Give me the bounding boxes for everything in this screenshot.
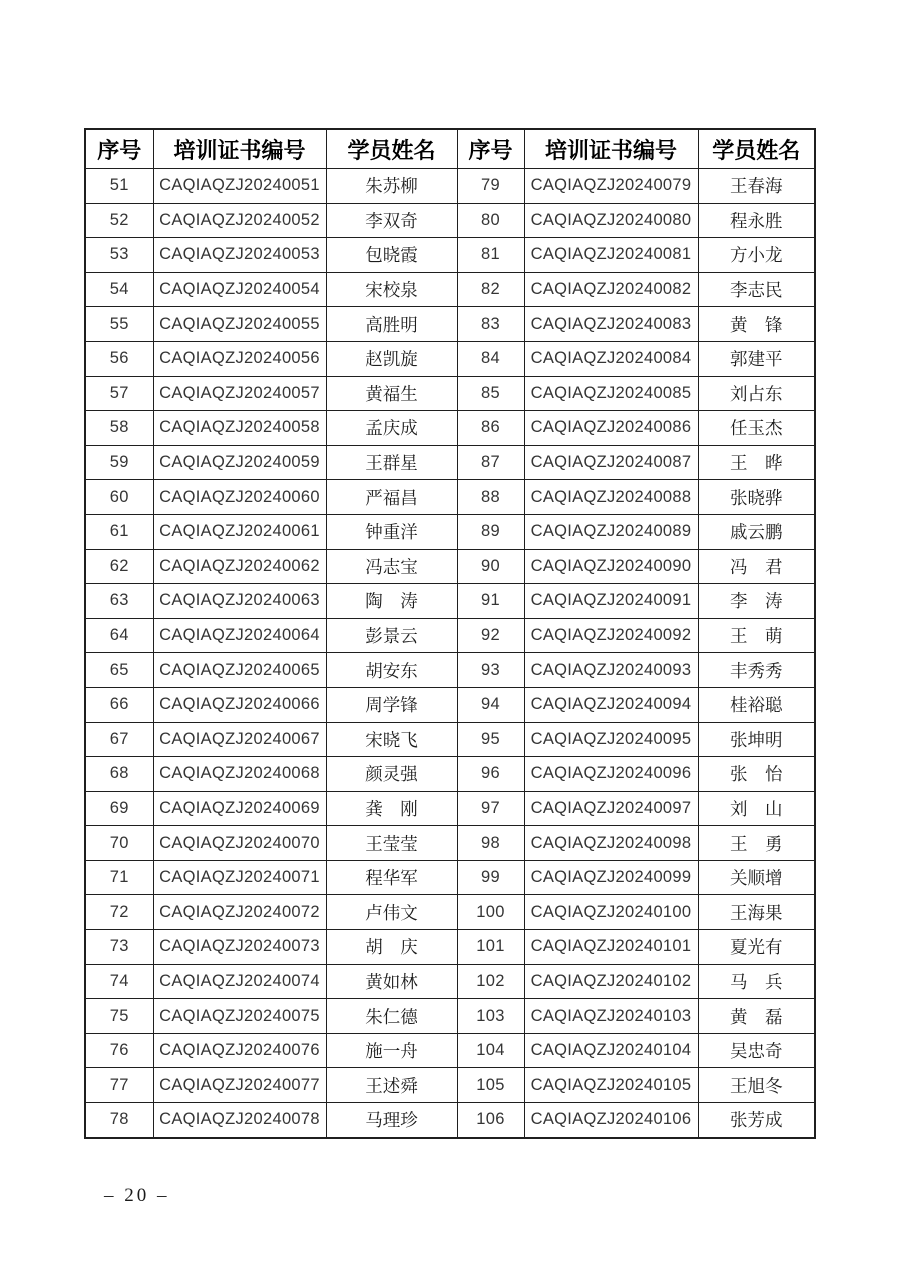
student-name-cell-right: 郭建平 — [698, 341, 815, 376]
certificate-number-cell-right: CAQIAQZJ20240095 — [524, 722, 698, 757]
student-name-cell-left: 陶 涛 — [326, 584, 457, 619]
serial-number-cell-right: 79 — [457, 169, 524, 204]
serial-number-cell-right: 84 — [457, 341, 524, 376]
serial-number-cell-right: 96 — [457, 757, 524, 792]
table-row — [85, 1033, 815, 1068]
certificate-number-cell-left: CAQIAQZJ20240067 — [153, 722, 326, 757]
student-name-cell-left: 黄如林 — [326, 964, 457, 999]
certificate-number-cell-left: CAQIAQZJ20240068 — [153, 757, 326, 792]
serial-number-cell-right: 106 — [457, 1103, 524, 1138]
serial-number-cell-left: 68 — [85, 757, 153, 792]
serial-number-cell-left: 77 — [85, 1068, 153, 1103]
student-name-cell-left: 高胜明 — [326, 307, 457, 342]
certificate-number-cell-left: CAQIAQZJ20240071 — [153, 860, 326, 895]
student-name-cell-left: 包晓霞 — [326, 238, 457, 273]
serial-number-cell-left: 67 — [85, 722, 153, 757]
student-name-cell-left: 孟庆成 — [326, 411, 457, 446]
student-name-cell-right: 戚云鹏 — [698, 514, 815, 549]
table-row — [85, 757, 815, 792]
header-serial-number-left: 序号 — [85, 129, 153, 169]
certificate-number-cell-right: CAQIAQZJ20240084 — [524, 341, 698, 376]
certificate-number-cell-left: CAQIAQZJ20240076 — [153, 1033, 326, 1068]
student-name-cell-right: 任玉杰 — [698, 411, 815, 446]
certificate-number-cell-left: CAQIAQZJ20240064 — [153, 618, 326, 653]
serial-number-cell-right: 82 — [457, 272, 524, 307]
serial-number-cell-right: 93 — [457, 653, 524, 688]
student-name-cell-right: 吴忠奇 — [698, 1033, 815, 1068]
table-row — [85, 826, 815, 861]
certificate-number-cell-left: CAQIAQZJ20240059 — [153, 445, 326, 480]
certificate-number-cell-left: CAQIAQZJ20240060 — [153, 480, 326, 515]
certificate-number-cell-right: CAQIAQZJ20240089 — [524, 514, 698, 549]
student-name-cell-right: 黄 锋 — [698, 307, 815, 342]
table-row — [85, 238, 815, 273]
trainee-certificate-table — [84, 128, 816, 1139]
certificate-number-cell-left: CAQIAQZJ20240077 — [153, 1068, 326, 1103]
table-row — [85, 618, 815, 653]
serial-number-cell-left: 51 — [85, 169, 153, 204]
certificate-number-cell-left: CAQIAQZJ20240053 — [153, 238, 326, 273]
certificate-number-cell-right: CAQIAQZJ20240088 — [524, 480, 698, 515]
certificate-number-cell-left: CAQIAQZJ20240063 — [153, 584, 326, 619]
serial-number-cell-right: 83 — [457, 307, 524, 342]
table-row — [85, 480, 815, 515]
certificate-number-cell-right: CAQIAQZJ20240098 — [524, 826, 698, 861]
table-row — [85, 169, 815, 204]
serial-number-cell-right: 90 — [457, 549, 524, 584]
student-name-cell-left: 卢伟文 — [326, 895, 457, 930]
certificate-number-cell-right: CAQIAQZJ20240079 — [524, 169, 698, 204]
certificate-number-cell-left: CAQIAQZJ20240078 — [153, 1103, 326, 1138]
certificate-number-cell-left: CAQIAQZJ20240054 — [153, 272, 326, 307]
table-row — [85, 341, 815, 376]
serial-number-cell-left: 53 — [85, 238, 153, 273]
certificate-number-cell-right: CAQIAQZJ20240091 — [524, 584, 698, 619]
student-name-cell-right: 张芳成 — [698, 1103, 815, 1138]
serial-number-cell-right: 103 — [457, 999, 524, 1034]
student-name-cell-right: 王海果 — [698, 895, 815, 930]
certificate-number-cell-left: CAQIAQZJ20240058 — [153, 411, 326, 446]
student-name-cell-left: 赵凯旋 — [326, 341, 457, 376]
serial-number-cell-right: 100 — [457, 895, 524, 930]
certificate-number-cell-right: CAQIAQZJ20240102 — [524, 964, 698, 999]
certificate-number-cell-right: CAQIAQZJ20240080 — [524, 203, 698, 238]
serial-number-cell-left: 56 — [85, 341, 153, 376]
serial-number-cell-left: 58 — [85, 411, 153, 446]
table-row — [85, 272, 815, 307]
student-name-cell-right: 张晓骅 — [698, 480, 815, 515]
student-name-cell-right: 王 萌 — [698, 618, 815, 653]
student-name-cell-right: 黄 磊 — [698, 999, 815, 1034]
serial-number-cell-right: 105 — [457, 1068, 524, 1103]
student-name-cell-left: 王述舜 — [326, 1068, 457, 1103]
student-name-cell-left: 施一舟 — [326, 1033, 457, 1068]
student-name-cell-left: 李双奇 — [326, 203, 457, 238]
student-name-cell-right: 王旭冬 — [698, 1068, 815, 1103]
serial-number-cell-left: 63 — [85, 584, 153, 619]
student-name-cell-right: 桂裕聪 — [698, 687, 815, 722]
table-row — [85, 930, 815, 965]
certificate-number-cell-right: CAQIAQZJ20240094 — [524, 687, 698, 722]
certificate-number-cell-left: CAQIAQZJ20240069 — [153, 791, 326, 826]
certificate-number-cell-left: CAQIAQZJ20240065 — [153, 653, 326, 688]
certificate-number-cell-right: CAQIAQZJ20240093 — [524, 653, 698, 688]
student-name-cell-right: 丰秀秀 — [698, 653, 815, 688]
certificate-number-cell-right: CAQIAQZJ20240083 — [524, 307, 698, 342]
student-name-cell-left: 王莹莹 — [326, 826, 457, 861]
certificate-number-cell-right: CAQIAQZJ20240087 — [524, 445, 698, 480]
certificate-number-cell-right: CAQIAQZJ20240097 — [524, 791, 698, 826]
serial-number-cell-right: 81 — [457, 238, 524, 273]
serial-number-cell-right: 104 — [457, 1033, 524, 1068]
certificate-number-cell-left: CAQIAQZJ20240051 — [153, 169, 326, 204]
student-name-cell-left: 周学锋 — [326, 687, 457, 722]
table-row — [85, 445, 815, 480]
table-row — [85, 687, 815, 722]
student-name-cell-left: 冯志宝 — [326, 549, 457, 584]
student-name-cell-right: 程永胜 — [698, 203, 815, 238]
certificate-number-cell-left: CAQIAQZJ20240073 — [153, 930, 326, 965]
student-name-cell-left: 彭景云 — [326, 618, 457, 653]
student-name-cell-right: 刘占东 — [698, 376, 815, 411]
certificate-number-cell-left: CAQIAQZJ20240074 — [153, 964, 326, 999]
serial-number-cell-right: 95 — [457, 722, 524, 757]
certificate-number-cell-left: CAQIAQZJ20240056 — [153, 341, 326, 376]
certificate-number-cell-right: CAQIAQZJ20240104 — [524, 1033, 698, 1068]
certificate-number-cell-right: CAQIAQZJ20240096 — [524, 757, 698, 792]
table-row — [85, 860, 815, 895]
certificate-number-cell-left: CAQIAQZJ20240066 — [153, 687, 326, 722]
table-row — [85, 1103, 815, 1138]
student-name-cell-left: 马理珍 — [326, 1103, 457, 1138]
serial-number-cell-left: 62 — [85, 549, 153, 584]
student-name-cell-left: 宋晓飞 — [326, 722, 457, 757]
certificate-number-cell-right: CAQIAQZJ20240090 — [524, 549, 698, 584]
serial-number-cell-right: 98 — [457, 826, 524, 861]
serial-number-cell-right: 102 — [457, 964, 524, 999]
student-name-cell-right: 关顺增 — [698, 860, 815, 895]
certificate-number-cell-left: CAQIAQZJ20240075 — [153, 999, 326, 1034]
serial-number-cell-right: 91 — [457, 584, 524, 619]
student-name-cell-left: 颜灵强 — [326, 757, 457, 792]
student-name-cell-right: 李 涛 — [698, 584, 815, 619]
table-row — [85, 376, 815, 411]
certificate-number-cell-right: CAQIAQZJ20240101 — [524, 930, 698, 965]
student-name-cell-left: 龚 刚 — [326, 791, 457, 826]
table-row — [85, 584, 815, 619]
serial-number-cell-left: 74 — [85, 964, 153, 999]
serial-number-cell-left: 75 — [85, 999, 153, 1034]
table-row — [85, 895, 815, 930]
certificate-number-cell-left: CAQIAQZJ20240070 — [153, 826, 326, 861]
serial-number-cell-right: 99 — [457, 860, 524, 895]
header-serial-number-right: 序号 — [457, 129, 524, 169]
table-row — [85, 307, 815, 342]
table-row — [85, 999, 815, 1034]
certificate-number-cell-left: CAQIAQZJ20240055 — [153, 307, 326, 342]
student-name-cell-left: 朱苏柳 — [326, 169, 457, 204]
student-name-cell-right: 王春海 — [698, 169, 815, 204]
serial-number-cell-right: 92 — [457, 618, 524, 653]
student-name-cell-right: 李志民 — [698, 272, 815, 307]
student-name-cell-right: 马 兵 — [698, 964, 815, 999]
header-certificate-number-right: 培训证书编号 — [524, 129, 698, 169]
student-name-cell-left: 朱仁德 — [326, 999, 457, 1034]
certificate-number-cell-right: CAQIAQZJ20240105 — [524, 1068, 698, 1103]
table-body — [85, 169, 815, 1138]
serial-number-cell-left: 70 — [85, 826, 153, 861]
serial-number-cell-left: 76 — [85, 1033, 153, 1068]
serial-number-cell-left: 55 — [85, 307, 153, 342]
student-name-cell-left: 胡安东 — [326, 653, 457, 688]
certificate-number-cell-right: CAQIAQZJ20240092 — [524, 618, 698, 653]
certificate-number-cell-right: CAQIAQZJ20240085 — [524, 376, 698, 411]
certificate-number-cell-right: CAQIAQZJ20240103 — [524, 999, 698, 1034]
certificate-number-cell-right: CAQIAQZJ20240081 — [524, 238, 698, 273]
header-student-name-right: 学员姓名 — [698, 129, 815, 169]
serial-number-cell-left: 59 — [85, 445, 153, 480]
student-name-cell-left: 黄福生 — [326, 376, 457, 411]
certificate-number-cell-right: CAQIAQZJ20240086 — [524, 411, 698, 446]
student-name-cell-right: 王 晔 — [698, 445, 815, 480]
table-row — [85, 514, 815, 549]
serial-number-cell-right: 94 — [457, 687, 524, 722]
serial-number-cell-left: 64 — [85, 618, 153, 653]
certificate-number-cell-right: CAQIAQZJ20240100 — [524, 895, 698, 930]
certificate-number-cell-left: CAQIAQZJ20240061 — [153, 514, 326, 549]
student-name-cell-right: 张 怡 — [698, 757, 815, 792]
student-name-cell-right: 冯 君 — [698, 549, 815, 584]
table-row — [85, 722, 815, 757]
table-header-row — [85, 129, 815, 169]
serial-number-cell-right: 85 — [457, 376, 524, 411]
student-name-cell-right: 张坤明 — [698, 722, 815, 757]
table-row — [85, 791, 815, 826]
serial-number-cell-left: 61 — [85, 514, 153, 549]
student-name-cell-left: 王群星 — [326, 445, 457, 480]
serial-number-cell-right: 88 — [457, 480, 524, 515]
table-row — [85, 411, 815, 446]
header-certificate-number-left: 培训证书编号 — [153, 129, 326, 169]
table-row — [85, 964, 815, 999]
serial-number-cell-left: 54 — [85, 272, 153, 307]
serial-number-cell-right: 89 — [457, 514, 524, 549]
page-number: – 20 – — [104, 1185, 170, 1206]
certificate-number-cell-right: CAQIAQZJ20240099 — [524, 860, 698, 895]
serial-number-cell-left: 72 — [85, 895, 153, 930]
certificate-number-cell-left: CAQIAQZJ20240052 — [153, 203, 326, 238]
table-row — [85, 203, 815, 238]
serial-number-cell-right: 101 — [457, 930, 524, 965]
certificate-number-cell-left: CAQIAQZJ20240062 — [153, 549, 326, 584]
serial-number-cell-left: 57 — [85, 376, 153, 411]
table-row — [85, 653, 815, 688]
certificate-number-cell-left: CAQIAQZJ20240072 — [153, 895, 326, 930]
serial-number-cell-left: 73 — [85, 930, 153, 965]
serial-number-cell-right: 87 — [457, 445, 524, 480]
student-name-cell-left: 胡 庆 — [326, 930, 457, 965]
certificate-number-cell-right: CAQIAQZJ20240106 — [524, 1103, 698, 1138]
student-name-cell-left: 宋校泉 — [326, 272, 457, 307]
serial-number-cell-right: 80 — [457, 203, 524, 238]
serial-number-cell-left: 78 — [85, 1103, 153, 1138]
serial-number-cell-left: 69 — [85, 791, 153, 826]
student-name-cell-left: 程华军 — [326, 860, 457, 895]
student-name-cell-left: 严福昌 — [326, 480, 457, 515]
student-name-cell-right: 王 勇 — [698, 826, 815, 861]
serial-number-cell-left: 60 — [85, 480, 153, 515]
student-name-cell-left: 钟重洋 — [326, 514, 457, 549]
table-row — [85, 1068, 815, 1103]
student-name-cell-right: 刘 山 — [698, 791, 815, 826]
serial-number-cell-right: 86 — [457, 411, 524, 446]
serial-number-cell-left: 71 — [85, 860, 153, 895]
student-name-cell-right: 方小龙 — [698, 238, 815, 273]
serial-number-cell-left: 65 — [85, 653, 153, 688]
certificate-number-cell-left: CAQIAQZJ20240057 — [153, 376, 326, 411]
student-name-cell-right: 夏光有 — [698, 930, 815, 965]
table-row — [85, 549, 815, 584]
serial-number-cell-left: 52 — [85, 203, 153, 238]
serial-number-cell-left: 66 — [85, 687, 153, 722]
certificate-number-cell-right: CAQIAQZJ20240082 — [524, 272, 698, 307]
serial-number-cell-right: 97 — [457, 791, 524, 826]
header-student-name-left: 学员姓名 — [326, 129, 457, 169]
